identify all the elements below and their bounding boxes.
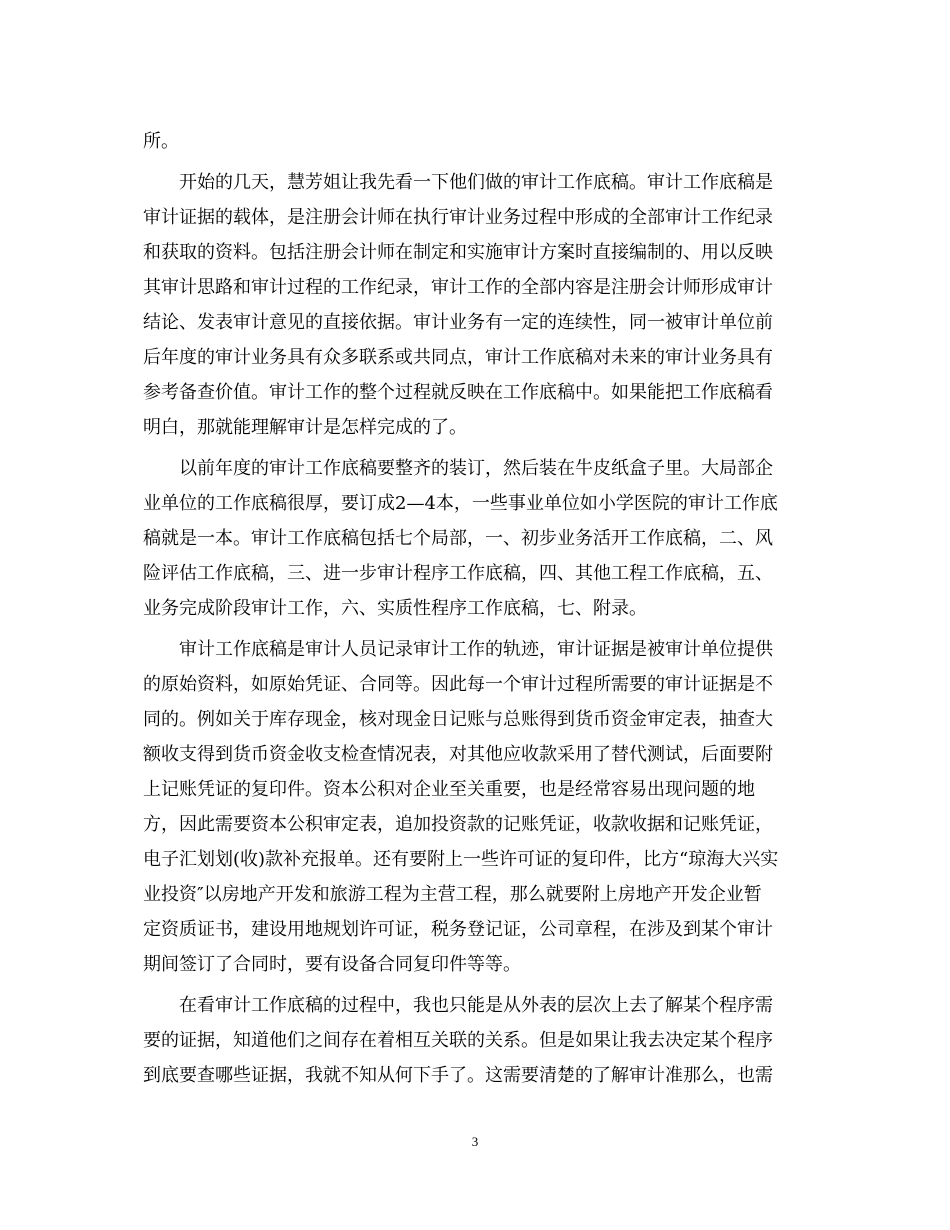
text-line: 到底要查哪些证据，我就不知从何下手了。这需要清楚的了解审计准那么，也需 <box>143 1065 773 1086</box>
text-line: 方，因此需要资本公积审定表，追加投资款的记账凭证，收款收据和记账凭证， <box>143 814 773 835</box>
text-line: 险评估工作底稿，三、进一步审计程序工作底稿，四、其他工程工作底稿，五、 <box>143 563 773 584</box>
text-line: 后年度的审计业务具有众多联系或共同点，审计工作底稿对未来的审计业务具有 <box>143 347 773 368</box>
text-line: 业务完成阶段审计工作，六、实质性程序工作底稿，七、附录。 <box>143 598 647 619</box>
text-line: 其审计思路和审计过程的工作纪录，审计工作的全部内容是注册会计师形成审计 <box>143 277 773 298</box>
text-line: 同的。例如关于库存现金，核对现金日记账与总账得到货币资金审定表，抽查大 <box>143 709 773 730</box>
paragraph <box>143 124 803 159</box>
text-line: 稿就是一本。审计工作底稿包括七个局部，一、初步业务活开工作底稿，二、风 <box>143 528 773 549</box>
text-line: 业单位的工作底稿很厚，要订成2—4本，一些事业单位如小学医院的审计工作底 <box>143 493 778 514</box>
text-line: 以前年度的审计工作底稿要整齐的装订，然后装在牛皮纸盒子里。大局部企 <box>143 458 773 479</box>
page-number: 3 <box>471 1134 479 1149</box>
text-line: 期间签订了合同时，要有设备合同复印件等等。 <box>143 954 521 975</box>
text-line: 审计证据的载体，是注册会计师在执行审计业务过程中形成的全部审计工作纪录 <box>143 207 773 228</box>
text-line: 的原始资料，如原始凭证、合同等。因此每一个审计过程所需要的审计证据是不 <box>143 674 773 695</box>
text-line: 在看审计工作底稿的过程中，我也只能是从外表的层次上去了解某个程序需 <box>143 995 773 1016</box>
body-text <box>143 124 803 1093</box>
paragraph <box>143 165 803 445</box>
text-line: 开始的几天，慧芳姐让我先看一下他们做的审计工作底稿。审计工作底稿是 <box>143 172 773 193</box>
paragraph <box>143 632 803 982</box>
paragraph <box>143 451 803 626</box>
text-line: 明白，那就能理解审计是怎样完成的了。 <box>143 417 467 438</box>
text-line: 结论、发表审计意见的直接依据。审计业务有一定的连续性，同一被审计单位前 <box>143 312 773 333</box>
text-line: 要的证据，知道他们之间存在着相互关联的关系。但是如果让我去决定某个程序 <box>143 1030 773 1051</box>
text-line: 额收支得到货币资金收支检查情况表，对其他应收款采用了替代测试，后面要附 <box>143 744 773 765</box>
text-line: 参考备查价值。审计工作的整个过程就反映在工作底稿中。如果能把工作底稿看 <box>143 382 773 403</box>
text-line: 电子汇划划(收)款补充报单。还有要附上一些许可证的复印件，比方“琼海大兴实 <box>143 849 779 870</box>
text-line: 审计工作底稿是审计人员记录审计工作的轨迹，审计证据是被审计单位提供 <box>143 639 773 660</box>
paragraph <box>143 988 803 1093</box>
text-line: 定资质证书，建设用地规划许可证，税务登记证，公司章程，在涉及到某个审计 <box>143 919 773 940</box>
text-line: 业投资″以房地产开发和旅游工程为主营工程，那么就要附上房地产开发企业暂 <box>143 884 762 905</box>
text-line: 上记账凭证的复印件。资本公积对企业至关重要，也是经常容易出现问题的地 <box>143 779 755 800</box>
text-line: 所。 <box>143 131 179 152</box>
text-line: 和获取的资料。包括注册会计师在制定和实施审计方案时直接编制的、用以反映 <box>143 242 773 263</box>
